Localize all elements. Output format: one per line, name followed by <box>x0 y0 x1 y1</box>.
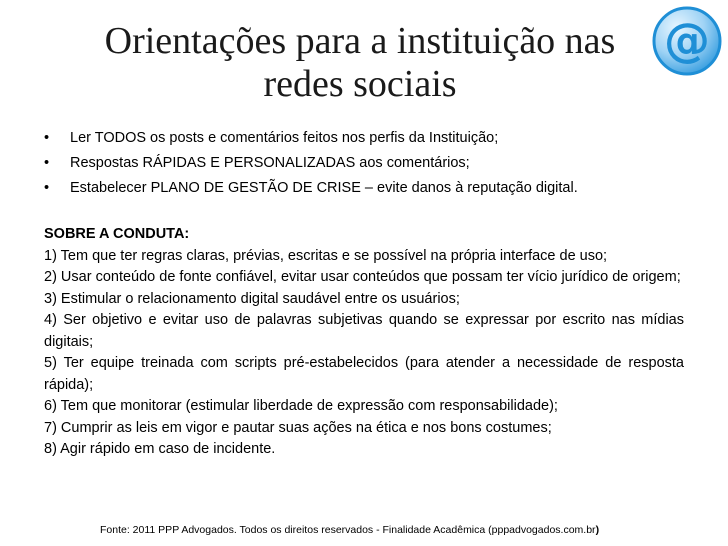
bullet-item: • Estabelecer PLANO DE GESTÃO DE CRISE – evite danos à reputação digital. <box>44 176 684 201</box>
bullet-list <box>44 126 684 201</box>
conduct-item: 7) Cumprir as leis em vigor e pautar suas ações na ética e nos bons costumes; <box>44 419 552 436</box>
footer-source <box>100 523 700 537</box>
conduct-item: 3) Estimular o relacionamento digital saudável entre os usuários; <box>44 290 460 307</box>
footer-text: Fonte: 2011 PPP Advogados. Todos os direitos reservados - Finalidade Acadêmica (pppadvogados.com.br <box>100 524 596 536</box>
bullet-item: • Ler TODOS os posts e comentários feitos nos perfis da Instituição; <box>44 126 684 151</box>
conduct-item: 2) Usar conteúdo de fonte confiável, evitar usar conteúdos que possam ter vício jurídico de origem; <box>44 269 681 285</box>
slide-title: Orientações para a instituição nas redes sociais <box>104 20 616 105</box>
conduct-section <box>44 224 684 461</box>
logo-glyph: @ <box>664 13 710 67</box>
footer-tail: ) <box>595 524 600 536</box>
conduct-heading: SOBRE A CONDUTA: <box>44 226 190 242</box>
conduct-item: 5) Ter equipe treinada com scripts pré-estabelecidos (para atender a necessidade de resposta rápida); <box>44 355 684 393</box>
at-sign-icon <box>650 4 724 78</box>
bullet-item: • Respostas RÁPIDAS E PERSONALIZADAS aos comentários; <box>44 151 684 176</box>
conduct-item: 6) Tem que monitorar (estimular liberdade de expressão com responsabilidade); <box>44 398 558 414</box>
conduct-item: 8) Agir rápido em caso de incidente. <box>44 441 276 457</box>
conduct-item: 1) Tem que ter regras claras, prévias, escritas e se possível na própria interface de uso; <box>44 247 608 264</box>
conduct-item: 4) Ser objetivo e evitar uso de palavras subjetivas quando se expressar por escrito nas mídias digitais; <box>44 312 684 350</box>
